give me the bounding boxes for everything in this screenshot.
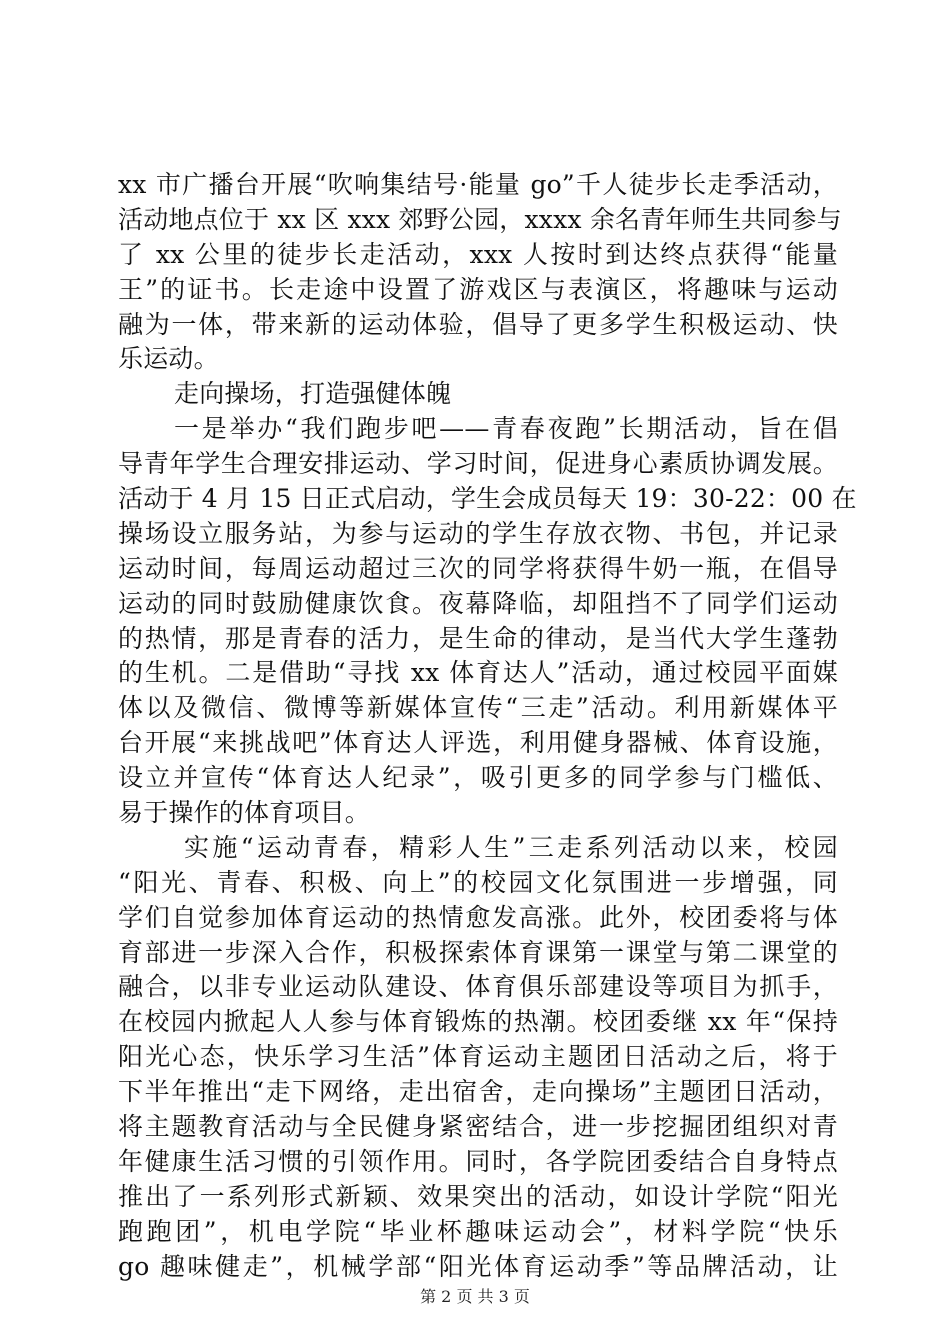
text-line: 阳光心态，快乐学习生活”体育运动主题团日活动之后，将于 bbox=[118, 1042, 838, 1072]
text-line: 的热情，那是青春的活力，是生命的律动，是当代大学生蓬勃 bbox=[118, 623, 838, 653]
text-line: 实施“运动青春，精彩人生”三走系列活动以来，校园 bbox=[184, 832, 838, 862]
text-line: 推出了一系列形式新颖、效果突出的活动，如设计学院“阳光 bbox=[118, 1181, 838, 1211]
text-line: xx 市广播台开展“吹响集结号·能量 go”千人徒步长走季活动， bbox=[118, 170, 838, 199]
text-line: 体以及微信、微博等新媒体宣传“三走”活动。利用新媒体平 bbox=[118, 693, 838, 723]
text-line: 年健康生活习惯的引领作用。同时，各学院团委结合自身特点 bbox=[118, 1146, 838, 1176]
text-line: 活动于 4 月 15 日正式启动，学生会成员每天 19：30-22：00 在 bbox=[118, 484, 857, 514]
text-line: 学们自觉参加体育运动的热情愈发高涨。此外，校团委将与体 bbox=[118, 902, 838, 932]
text-line: 将主题教育活动与全民健身紧密结合，进一步挖掘团组织对青 bbox=[118, 1112, 838, 1142]
text-line: 运动时间，每周运动超过三次的同学将获得牛奶一瓶，在倡导 bbox=[118, 553, 838, 583]
text-line: 导青年学生合理安排运动、学习时间，促进身心素质协调发展。 bbox=[118, 449, 838, 479]
text-line: 运动的同时鼓励健康饮食。夜幕降临，却阻挡不了同学们运动 bbox=[118, 588, 838, 618]
text-line: 一是举办“我们跑步吧——青春夜跑”长期活动，旨在倡 bbox=[174, 414, 838, 444]
text-line: 育部进一步深入合作，积极探索体育课第一课堂与第二课堂的 bbox=[118, 937, 838, 967]
section-heading: 走向操场，打造强健体魄 bbox=[174, 379, 452, 409]
text-line: 王”的证书。长走途中设置了游戏区与表演区，将趣味与运动 bbox=[118, 274, 838, 304]
text-line: “阳光、青春、积极、向上”的校园文化氛围进一步增强，同 bbox=[118, 867, 838, 897]
text-line: 台开展“来挑战吧”体育达人评选，利用健身器械、体育设施， bbox=[118, 728, 838, 758]
text-line: 乐运动。 bbox=[118, 344, 219, 374]
text-line: 的生机。二是借助“寻找 xx 体育达人”活动，通过校园平面媒 bbox=[118, 658, 838, 688]
text-line: 操场设立服务站，为参与运动的学生存放衣物、书包，并记录 bbox=[118, 518, 838, 548]
text-line: 下半年推出“走下网络，走出宿舍，走向操场”主题团日活动， bbox=[118, 1077, 838, 1107]
text-line: 在校园内掀起人人参与体育锻炼的热潮。校团委继 xx 年“保持 bbox=[118, 1007, 838, 1037]
text-line: 设立并宣传“体育达人纪录”，吸引更多的同学参与门槛低、 bbox=[118, 763, 838, 793]
text-line: 融合，以非专业运动队建设、体育俱乐部建设等项目为抓手， bbox=[118, 972, 838, 1002]
text-line: 融为一体，带来新的运动体验，倡导了更多学生积极运动、快 bbox=[118, 309, 838, 339]
text-line: 易于操作的体育项目。 bbox=[118, 798, 371, 828]
page-footer: 第 2 页 共 3 页 bbox=[420, 1287, 530, 1306]
text-line: 了 xx 公里的徒步长走活动，xxx 人按时到达终点获得“能量 bbox=[118, 239, 838, 269]
text-line: go 趣味健走”，机械学部“阳光体育运动季”等品牌活动，让 bbox=[118, 1251, 838, 1281]
text-line: 跑跑团”，机电学院“毕业杯趣味运动会”，材料学院“快乐 bbox=[118, 1216, 838, 1246]
text-line: 活动地点位于 xx 区 xxx 郊野公园，xxxx 余名青年师生共同参与 bbox=[118, 204, 842, 234]
body-text bbox=[118, 168, 857, 1285]
